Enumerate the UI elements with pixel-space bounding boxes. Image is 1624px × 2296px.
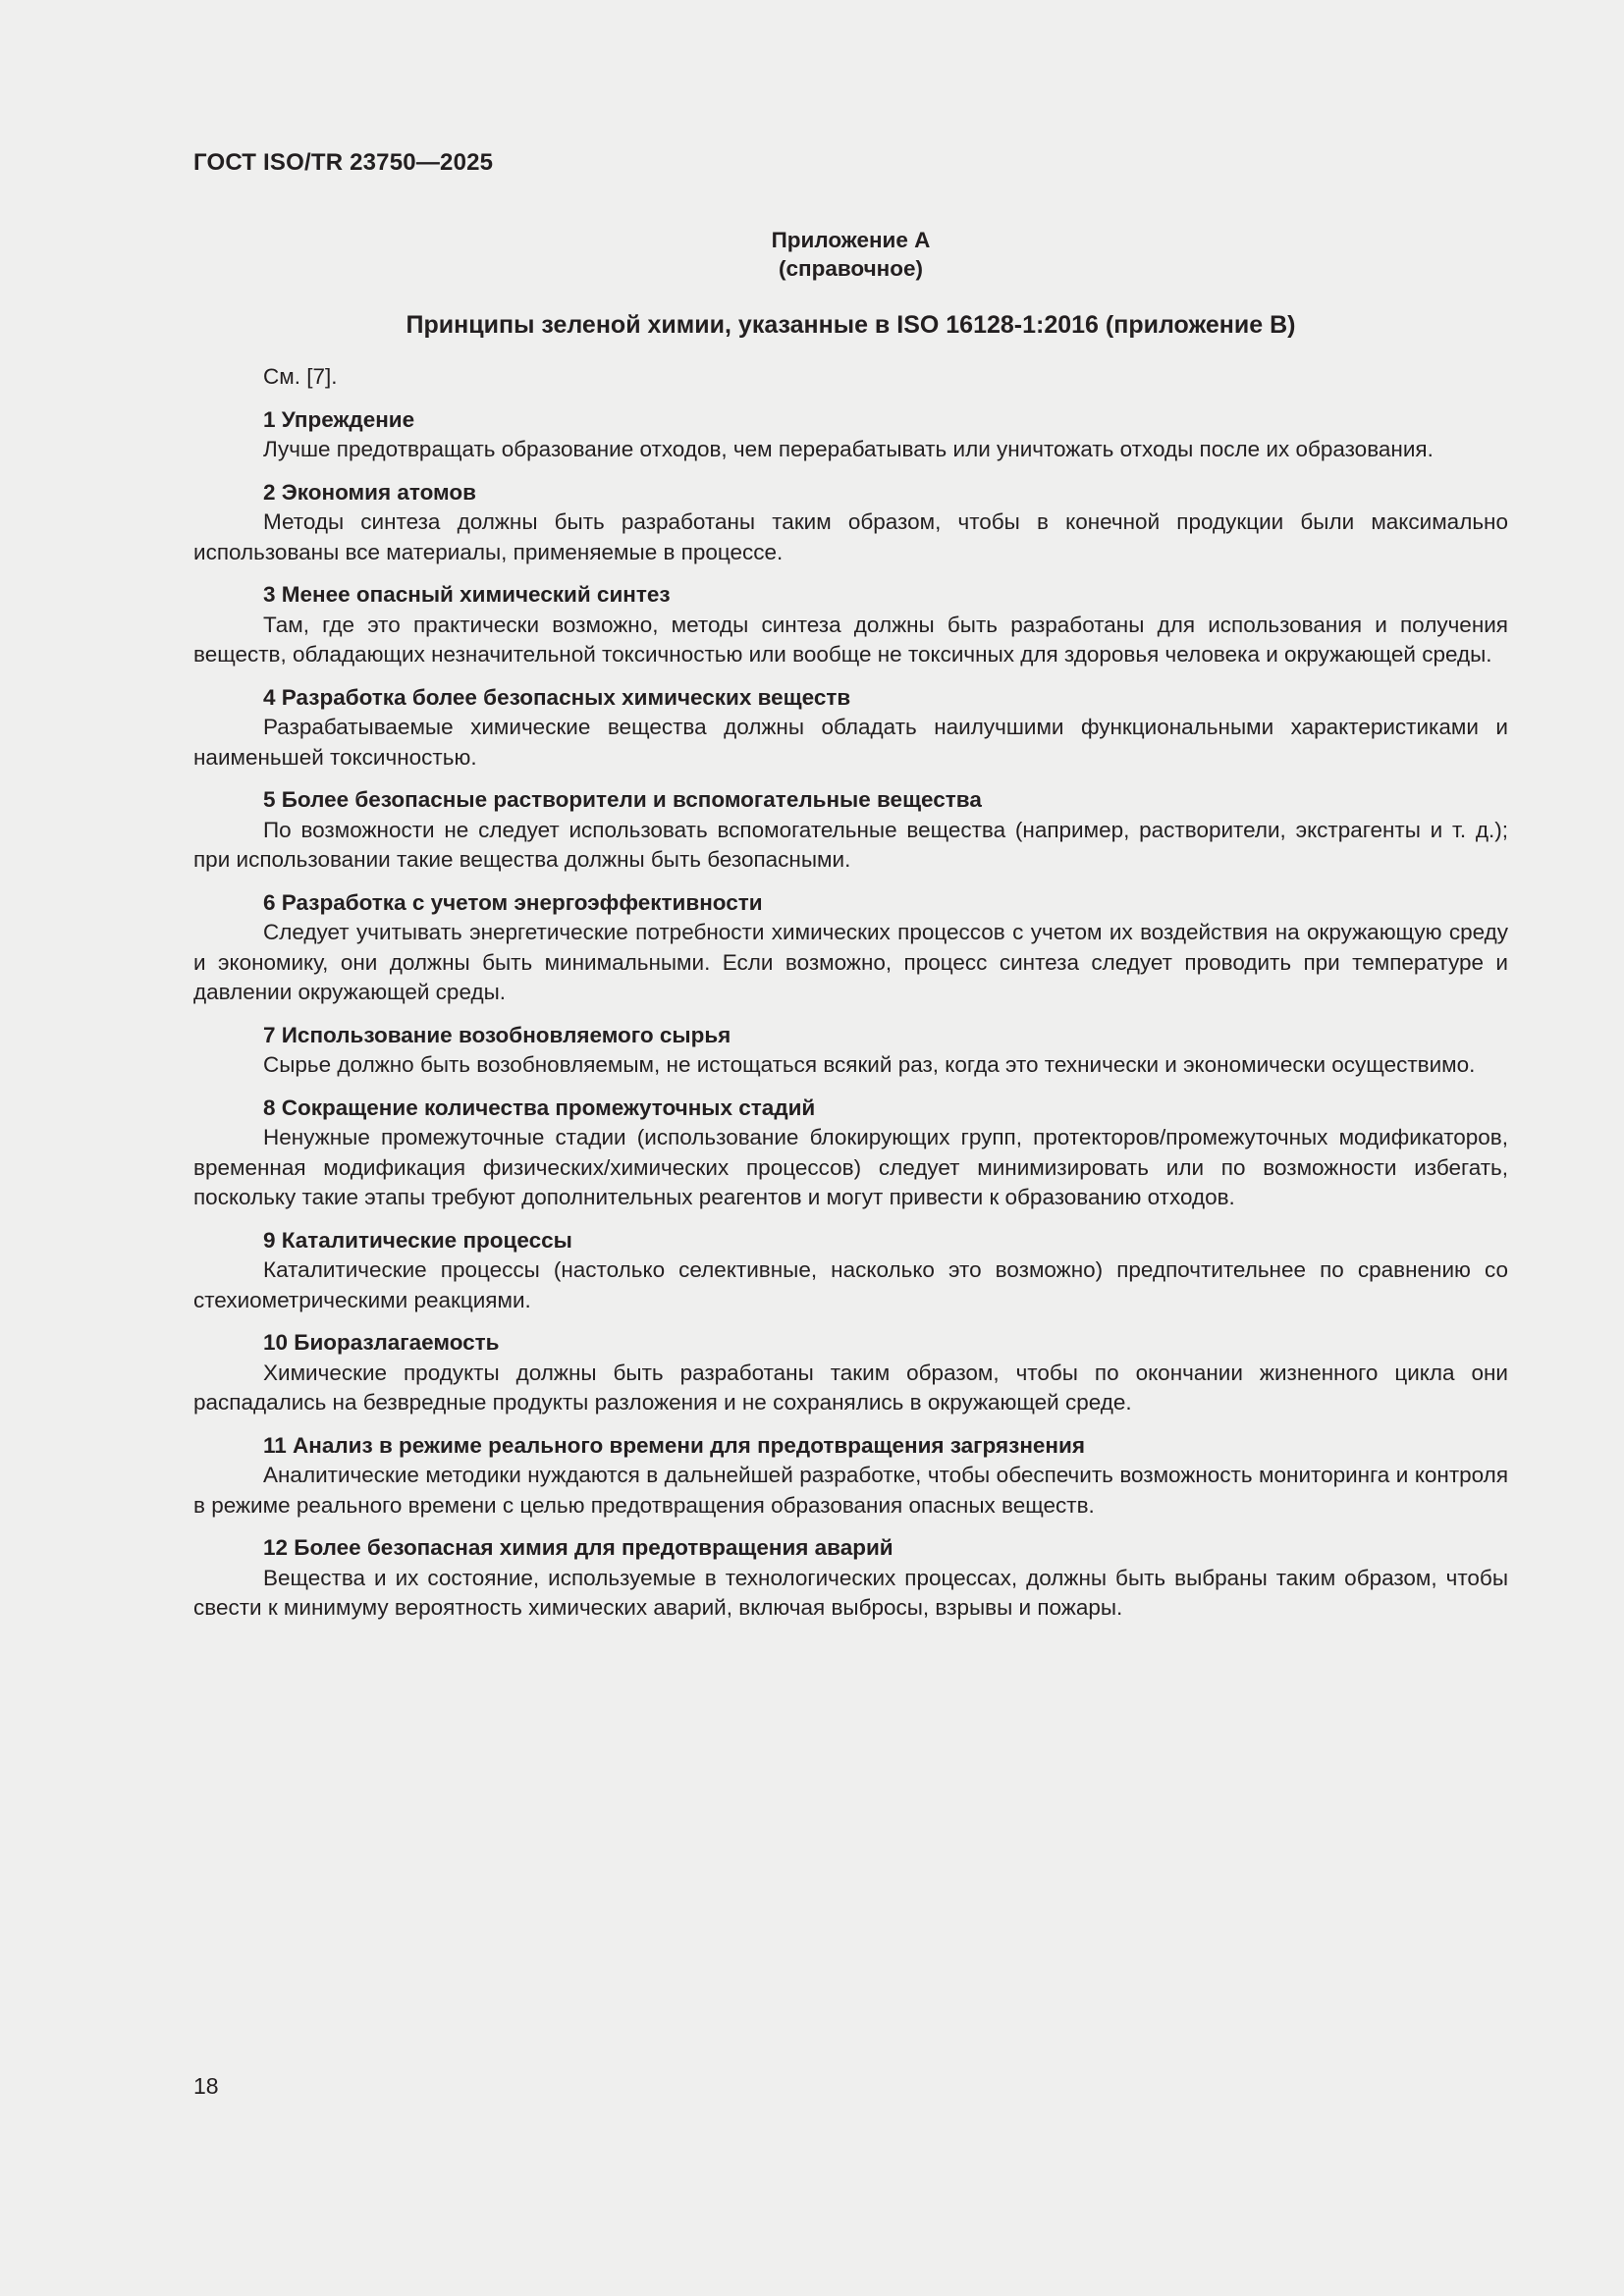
- section-text: Разрабатываемые химические вещества должны обладать наилучшими функциональными характеристиками и наименьшей токсичностью.: [193, 715, 1508, 770]
- section-text: По возможности не следует использовать вспомогательные вещества (например, растворители, экстрагенты и т. д.); при использовании такие вещества должны быть безопасными.: [193, 817, 1508, 872]
- section-text: Аналитические методики нуждаются в дальнейшей разработке, чтобы обеспечить возможность мониторинга и контроля в режиме реального времени с целью предотвращения образования опасных веществ.: [193, 1463, 1508, 1518]
- section-1: [193, 405, 1508, 465]
- section-heading: 12 Более безопасная химия для предотвращения аварий: [263, 1535, 893, 1560]
- appendix-heading: [193, 226, 1508, 283]
- section-text: Лучше предотвращать образование отходов, чем перерабатывать или уничтожать отходы после их образования.: [263, 437, 1434, 461]
- section-12: [193, 1533, 1508, 1624]
- section-5: [193, 785, 1508, 876]
- section-10: [193, 1328, 1508, 1418]
- section-heading: 6 Разработка с учетом энергоэффективности: [263, 889, 763, 915]
- section-heading: 9 Каталитические процессы: [263, 1227, 572, 1253]
- page-title: Принципы зеленой химии, указанные в ISO 16128-1:2016 (приложение В): [406, 311, 1296, 339]
- section-2: [193, 478, 1508, 568]
- section-text: Методы синтеза должны быть разработаны таким образом, чтобы в конечной продукции были максимально использованы все материалы, применяемые в процессе.: [193, 509, 1508, 564]
- section-heading: 1 Упреждение: [263, 406, 415, 432]
- section-text: Химические продукты должны быть разработаны таким образом, чтобы по окончании жизненного цикла они распадались на безвредные продукты разложения и не сохранялись в окружающей среде.: [193, 1360, 1508, 1415]
- section-text: Ненужные промежуточные стадии (использование блокирующих групп, протекторов/промежуточных модификаторов, временная модификация физических/химических процессов) следует минимизировать или по возможности избегать, поскольку такие этапы требуют дополнительных реагентов и могут привести к образованию отходов.: [193, 1125, 1508, 1209]
- section-heading: 10 Биоразлагаемость: [263, 1330, 500, 1355]
- appendix-type: (справочное): [779, 256, 923, 281]
- section-text: Каталитические процессы (настолько селективные, насколько это возможно) предпочтительнее по сравнению со стехиометрическими реакциями.: [193, 1257, 1508, 1312]
- reference-note: См. [7].: [263, 364, 338, 389]
- section-7: [193, 1021, 1508, 1081]
- section-6: [193, 888, 1508, 1008]
- section-text: Вещества и их состояние, используемые в технологических процессах, должны быть выбраны таким образом, чтобы свести к минимуму вероятность химических аварий, включая выбросы, взрывы и пожары.: [193, 1565, 1508, 1620]
- section-9: [193, 1226, 1508, 1316]
- document-header: ГОСТ ISO/TR 23750—2025: [193, 149, 494, 176]
- section-heading: 11 Анализ в режиме реального времени для предотвращения загрязнения: [263, 1432, 1085, 1458]
- section-text: Следует учитывать энергетические потребности химических процессов с учетом их воздействия на окружающую среду и экономику, они должны быть минимальными. Если возможно, процесс синтеза следует проводить при температуре и давлении окружающей среды.: [193, 920, 1508, 1004]
- section-text: Там, где это практически возможно, методы синтеза должны быть разработаны для использования и получения веществ, обладающих незначительной токсичностью или вообще не токсичных для здоровья человека и окружающей среды.: [193, 612, 1508, 667]
- section-heading: 5 Более безопасные растворители и вспомогательные вещества: [263, 787, 982, 812]
- section-heading: 8 Сокращение количества промежуточных стадий: [263, 1095, 816, 1120]
- section-4: [193, 683, 1508, 774]
- section-text: Сырье должно быть возобновляемым, не истощаться всякий раз, когда это технически и экономически осуществимо.: [263, 1052, 1476, 1077]
- section-11: [193, 1431, 1508, 1522]
- section-heading: 7 Использование возобновляемого сырья: [263, 1022, 731, 1047]
- section-heading: 2 Экономия атомов: [263, 479, 476, 505]
- section-8: [193, 1094, 1508, 1213]
- section-3: [193, 580, 1508, 670]
- appendix-label: Приложение А: [771, 228, 931, 252]
- page-number: 18: [193, 2073, 219, 2099]
- section-heading: 4 Разработка более безопасных химических веществ: [263, 684, 851, 710]
- section-heading: 3 Менее опасный химический синтез: [263, 582, 671, 607]
- document-body: [193, 226, 1508, 1624]
